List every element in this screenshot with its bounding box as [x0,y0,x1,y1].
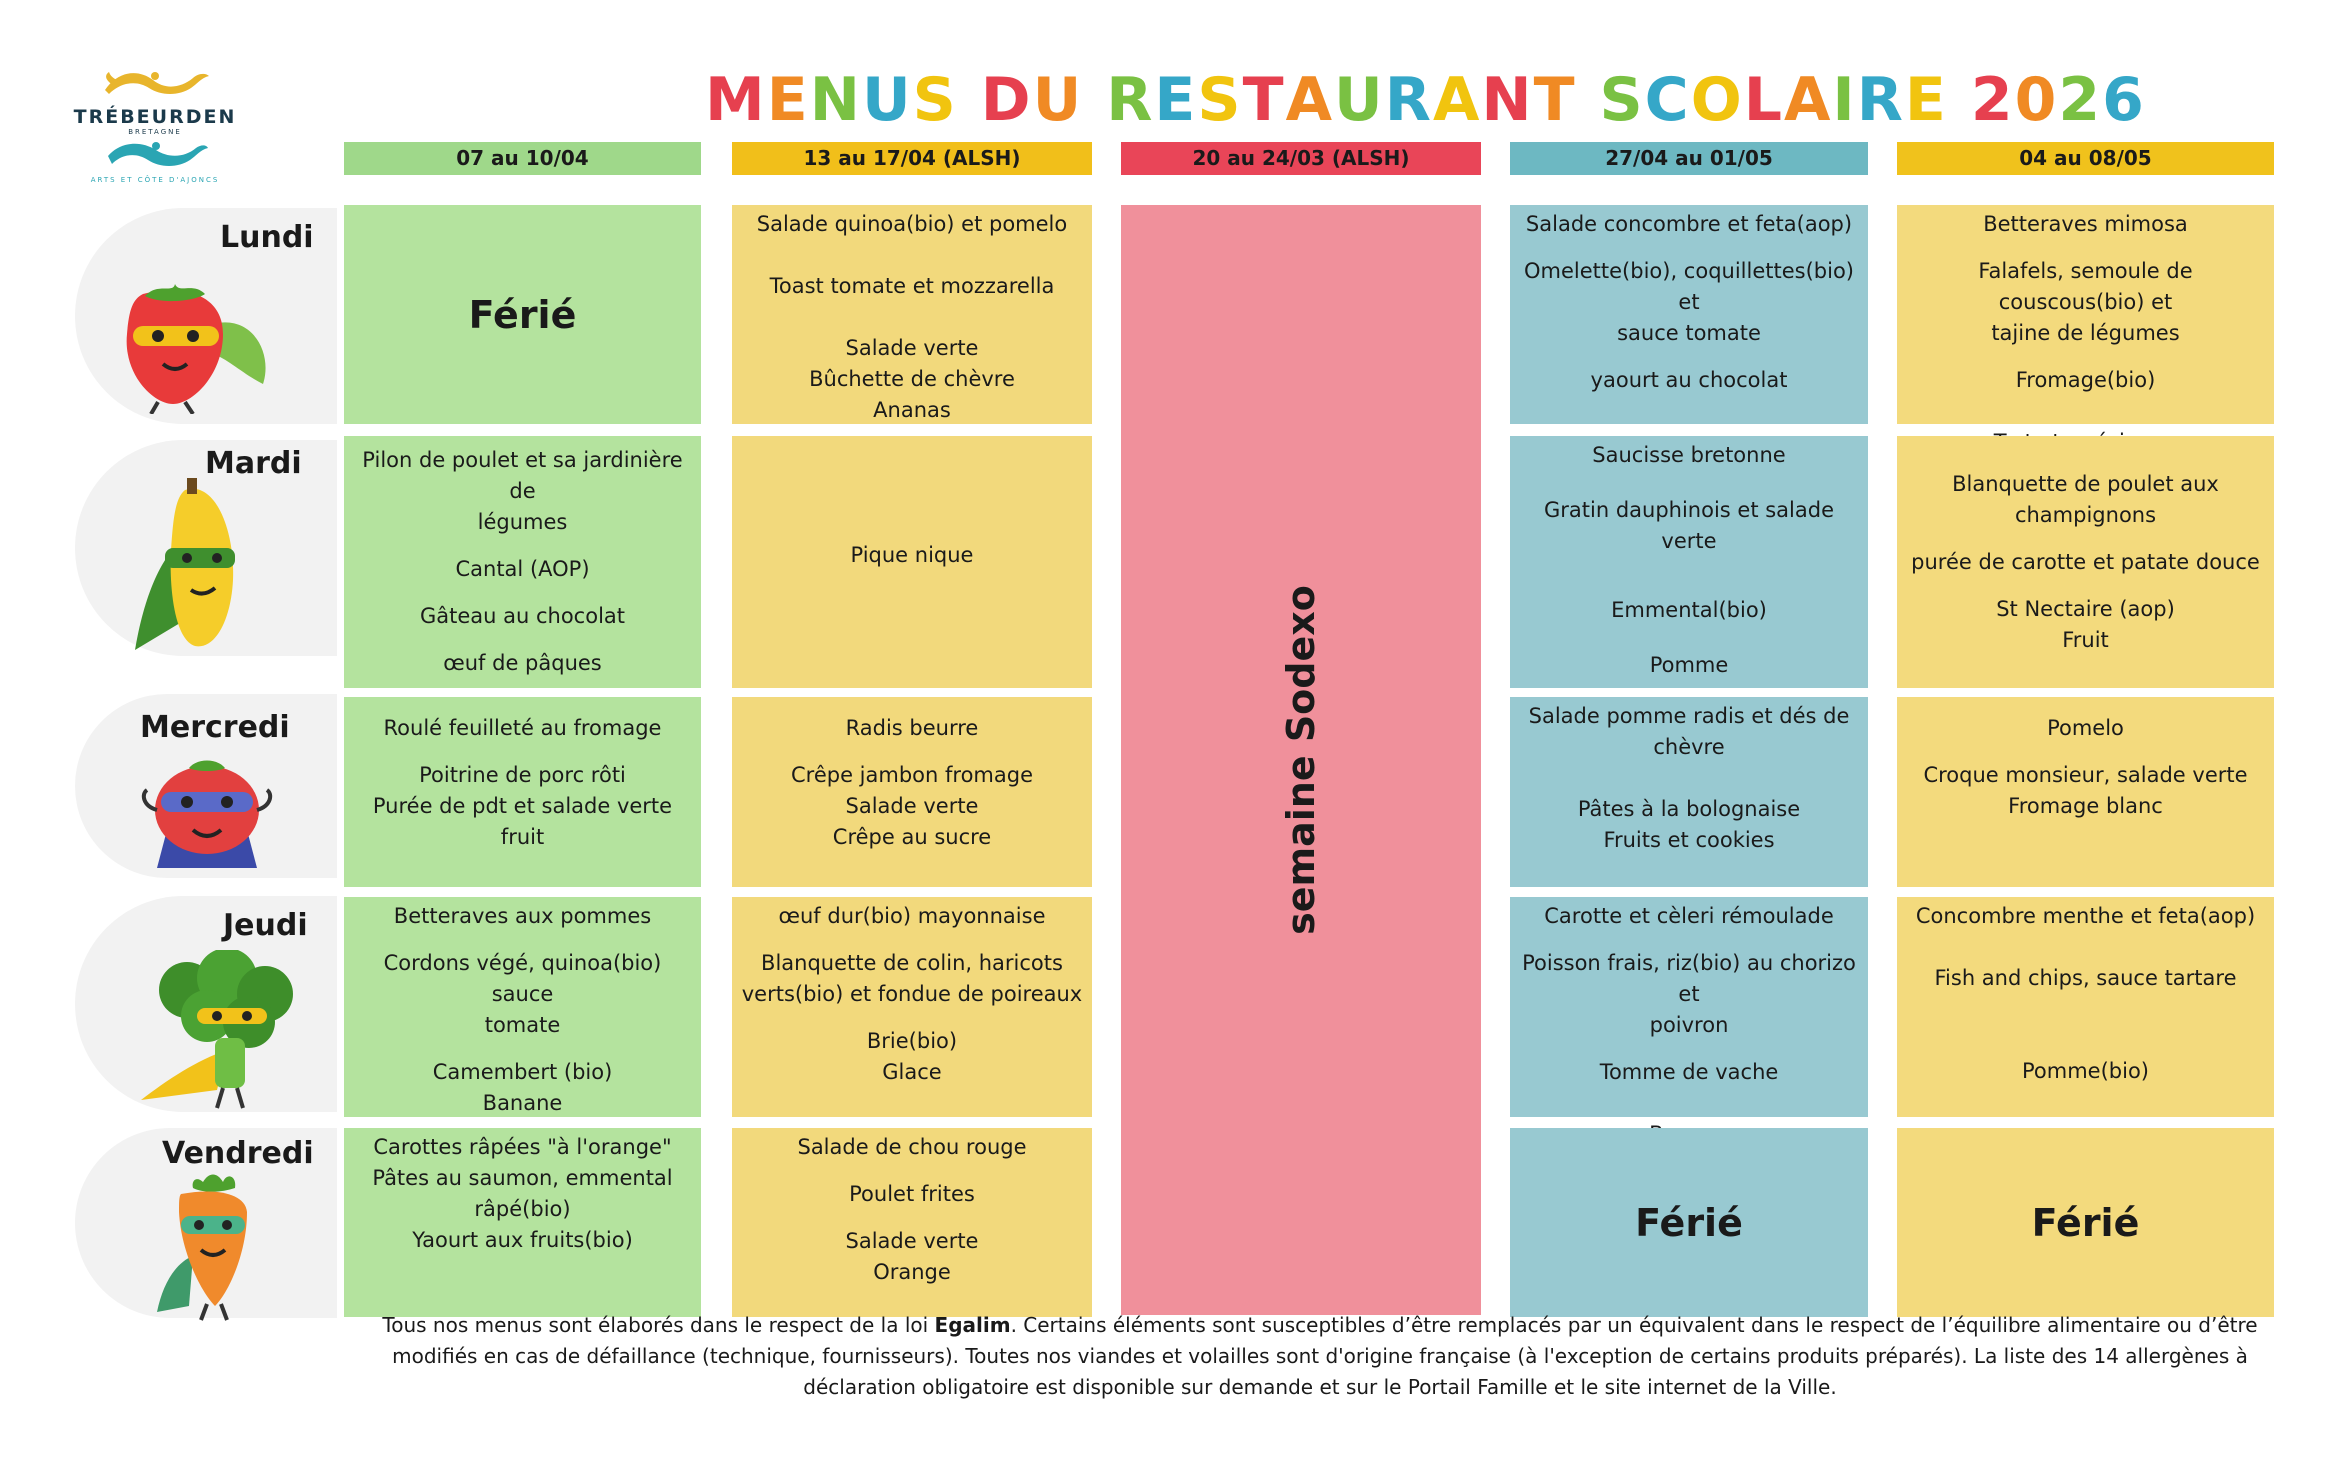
day-label: Lundi [220,220,314,255]
menu-w2-lundi [732,205,1092,424]
title-letter: E [766,65,810,135]
menu-line: Crêpe au sucre [832,825,992,849]
title-letter: C [1644,65,1691,135]
day-jeudi [75,896,337,1112]
menu-line: Fromage blanc [2008,794,2163,818]
day-label: Mercredi [140,710,290,745]
menu-line: Blanquette de poulet aux [1952,471,2219,496]
week-header-5: 04 au 08/05 [1897,142,2274,175]
title-letter [1083,60,1106,140]
title-letter: I [1832,65,1857,135]
title-letter: S [912,65,958,135]
day-vendredi [75,1128,337,1318]
title-letter: S [1599,65,1645,135]
title-letter: 0 [2014,65,2059,135]
menu-line: Crêpe jambon fromage [791,763,1033,787]
menu-line: Salade verte [845,336,979,360]
menu-line: Toast tomate et mozzarella [769,274,1055,298]
menu-w2-vendredi [732,1128,1092,1317]
mermaid-teal-icon [100,136,210,174]
menu-w1-mardi [344,436,701,688]
week-header-3: 20 au 24/03 (ALSH) [1121,142,1481,175]
menu-line: fruit [500,825,545,849]
title-letter: N [1481,65,1534,135]
menu-line: Poulet frites [849,1182,975,1206]
title-letter: A [1432,65,1482,135]
menu-line: Betteraves aux pommes [393,904,652,928]
banana-icon [125,470,265,660]
menu-line: sauce tomate [1617,321,1761,345]
menu-line: Poitrine de porc rôti [419,763,626,787]
trebeurden-logo [70,62,240,202]
title-letter: 2 [1970,65,2015,135]
menu-line: Orange [873,1260,951,1284]
menu-w2-jeudi [732,897,1092,1117]
week-header-4: 27/04 au 01/05 [1510,142,1868,175]
menu-line: Salade de chou rouge [797,1135,1027,1159]
title-letter [1577,60,1600,140]
day-lundi [75,208,337,424]
week-header-2: 13 au 17/04 (ALSH) [732,142,1092,175]
menu-line: poivron [1649,1013,1729,1037]
menu-w2-mardi [732,436,1092,688]
title-letter: R [1856,65,1905,135]
logo-tagline: ARTS ET CÔTE D'AJONCS [90,176,220,184]
menu-line: râpé(bio) [474,1197,571,1221]
broccoli-icon [137,950,307,1110]
menu-w1-jeudi [344,897,701,1117]
menu-line: tajine de légumes [1991,321,2180,345]
menu-line: verts(bio) et fondue de poireaux [741,982,1083,1006]
menu-w1-vendredi [344,1128,701,1317]
logo-sub: BRETAGNE [128,128,182,136]
menu-line: chèvre [1653,735,1725,759]
title-letter: N [809,65,862,135]
menu-w4-mercredi [1510,697,1868,887]
title-letter: 2 [2058,65,2103,135]
menu-line: purée de carotte et patate douce [1911,549,2260,574]
title-letter: A [1285,65,1335,135]
title-letter: R [1106,65,1155,135]
menu-line: Salade verte [845,794,979,818]
menu-line: œuf de pâques [443,651,602,675]
day-mardi [75,440,337,656]
menu-line: Pomme(bio) [2022,1059,2149,1083]
menu-line: légumes [477,510,568,534]
menu-line: Fruits et cookies [1603,828,1775,852]
menu-line: Salade verte [845,1229,979,1253]
menu-line: Salade quinoa(bio) et pomelo [756,212,1068,236]
title-letter: E [1904,65,1948,135]
menu-line: Férié [468,292,577,337]
day-mercredi [75,694,337,878]
day-label: Jeudi [223,908,308,943]
title-letter: T [1242,65,1286,135]
menu-line: Omelette(bio), coquillettes(bio) et [1524,259,1854,314]
menu-line: champignons [2014,502,2157,527]
week-header-1: 07 au 10/04 [344,142,701,175]
menu-line: Tomme de vache [1599,1060,1779,1084]
menu-w5-jeudi [1897,897,2274,1117]
sodexo-week-column [1121,205,1481,1315]
title-letter: 6 [2102,65,2146,135]
menu-line: Cordons végé, quinoa(bio) sauce [383,951,662,1006]
menu-line: Croque monsieur, salade verte [1923,763,2248,787]
menu-w4-mardi [1510,436,1868,688]
menu-line: Pâtes au saumon, emmental [372,1166,673,1190]
menu-line: Férié [1635,1200,1743,1245]
menu-line: Brie(bio) [866,1029,958,1053]
day-label: Mardi [205,446,302,481]
title-letter: L [1743,65,1784,135]
menu-line: Salade concombre et feta(aop) [1525,212,1853,236]
menu-line: Ananas [873,398,951,422]
menu-w5-vendredi [1897,1128,2274,1317]
menu-line: Concombre menthe et feta(aop) [1915,904,2256,928]
menu-w4-vendredi [1510,1128,1868,1317]
menu-w1-mercredi [344,697,701,887]
menu-line: Pilon de poulet et sa jardinière de [362,448,683,503]
menu-line: Glace [882,1060,942,1084]
title-letter [1948,60,1971,140]
menu-line: Pomme [1649,653,1729,677]
menu-line: Roulé feuilleté au fromage [383,716,662,740]
sodexo-label: semaine Sodexo [1279,585,1323,935]
footer-egalim: Egalim [934,1313,1011,1337]
menu-line: Saucisse bretonne [1592,443,1786,467]
menu-line: Fish and chips, sauce tartare [1934,966,2237,990]
title-letter: D [980,65,1033,135]
title-letter: R [1384,65,1433,135]
title-letter: U [1032,65,1084,135]
menu-line: yaourt au chocolat [1590,368,1788,392]
menu-line: Salade pomme radis et dés de [1528,704,1850,728]
menu-line: œuf dur(bio) mayonnaise [778,904,1046,928]
mermaid-gold-icon [95,62,215,108]
menu-line: Yaourt aux fruits(bio) [412,1228,633,1252]
menu-line: Falafels, semoule de couscous(bio) et [1978,259,2193,314]
menu-w5-mardi [1897,436,2274,688]
menu-w5-mercredi [1897,697,2274,887]
menu-line: Betteraves mimosa [1983,212,2188,236]
menu-line: Fruit [2062,627,2109,652]
menu-w2-mercredi [732,697,1092,887]
menu-line: Férié [2031,1200,2140,1245]
footer-text-2: . Certains éléments sont susceptibles d’être remplacés par un équivalent dans le respect de l’équilibre alimentaire ou d’être modifiés en cas de défaillance (technique, fournisseurs). Toutes nos viandes et volailles sont d'origine française (à l'exception de certains produits préparés). La liste des 14 allergènes à déclaration obligatoire est disponible sur demande et sur le Portail Famille et le site internet de la Ville. [392,1313,2258,1399]
menu-line: Pâtes à la bolognaise [1577,797,1801,821]
menu-line: Radis beurre [845,716,979,740]
menu-line: Gratin dauphinois et salade verte [1543,498,1834,553]
title-letter: O [1690,65,1744,135]
menu-line: Carotte et cèleri rémoulade [1544,904,1834,928]
menu-line: tomate [484,1013,561,1037]
carrot-icon [153,1172,273,1322]
title-letter: U [1334,65,1385,135]
day-label: Vendredi [162,1136,314,1171]
title-letter: T [1533,65,1577,135]
menu-w1-lundi [344,205,701,424]
menu-line: Cantal (AOP) [455,557,590,581]
page-title [705,60,2146,140]
menu-line: Pique nique [850,543,974,567]
menu-line: Emmental(bio) [1611,598,1767,622]
strawberry-icon [113,264,273,414]
title-letter: S [1197,65,1243,135]
menu-line: St Nectaire (aop) [1996,596,2175,621]
title-letter: E [1154,65,1198,135]
menu-line: Bûchette de chèvre [809,367,1015,391]
menu-w5-lundi [1897,205,2274,424]
menu-line: Poisson frais, riz(bio) au chorizo et [1522,951,1856,1006]
title-letter [958,60,981,140]
menu-line: Purée de pdt et salade verte [372,794,673,818]
logo-name: TRÉBEURDEN [73,106,237,128]
menu-line: Camembert (bio) [432,1060,613,1084]
menu-line: Fromage(bio) [2015,368,2156,392]
title-letter: A [1783,65,1833,135]
footer-note [380,1310,2260,1403]
menu-w4-jeudi [1510,897,1868,1117]
menu-line: Banane [482,1091,563,1115]
menu-line: Carottes râpées "à l'orange" [373,1135,672,1159]
footer-text-1: Tous nos menus sont élaborés dans le respect de la loi [382,1313,935,1337]
menu-line: Pomelo [2047,716,2124,740]
menu-w4-lundi [1510,205,1868,424]
title-letter: M [705,65,767,135]
tomato-icon [137,750,277,870]
title-letter: U [861,65,913,135]
menu-line: Blanquette de colin, haricots [761,951,1063,975]
menu-line: Gâteau au chocolat [419,604,626,628]
